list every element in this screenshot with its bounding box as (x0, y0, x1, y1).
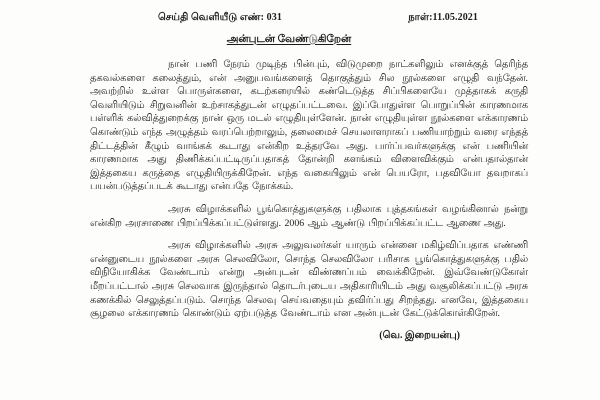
date-label: நாள்:11.05.2021 (408, 12, 478, 23)
document-title (90, 33, 488, 46)
document-header (90, 12, 528, 24)
signature: (வெ. இறையன்பு) (379, 329, 460, 341)
paragraph-3: அரசு விழாக்களில் அரசு அலுவலர்கள் யாரும் என்னை மகிழ்விப்பதாக எண்ணி என்னுடைய நூல்களை அரசு செலவிலோ, சொந்த செலவிலோ பரிசாக பூங்கொத்துகளுக்கு பதில் விநியோகிக்க வேண்டாம் என்று அன்புடன் விண்ணப்பம் வைக்கிறேன். இவ்வேண்டுகோள் மீறப்பட்டால் அரசு செலவாக இருந்தால் தொடர்புடைய அதிகாரியிடம் அது வசூலிக்கப்பட்டு அரசு கணக்கில் செலுத்தப்படும். சொந்த செலவு செய்வதையும் தவிர்ப்பது சிறந்தது. எனவே, இத்தகைய சூழலை எக்காரணம் கொண்டும் ஏற்படுத்த வேண்டாம் என அன்புடன் கேட்டுக்கொள்கிறேன். (90, 240, 528, 320)
document-title-text: அன்புடன் வேண்டுகிறேன் (226, 34, 352, 45)
paragraph-1: நான் பணி நேரம் முடிந்த பின்பும், விடுமுறை நாட்களிலும் எனக்குத் தெரிந்த தகவல்களை கலைத்தும், என் அனுபவங்களைத் தொகுத்தும் சில நூல்களை எழுதி வந்தேன். அவற்றில் உள்ள பொருள்களை, கடற்கரையில் கண்டெடுத்த சிப்பிகளையே முத்தாகக் கருதி வெளியிடும் சிறுவனின் உற்சாகத்துடன் எழுதப்பட்டவை. இப்போதுள்ள பொறுப்பின் காரணமாக பள்ளிக் கல்வித்துறைக்கு நான் ஒரு மடல் எழுதியுள்ளேன். நான் எழுதியுள்ள நூல்களை எக்காரணம் கொண்டும் எந்த அழுத்தம் வரப்பெற்றாலும், தலைமைச் செயலாளராகப் பணியாற்றும் வரை எந்தத் திட்டத்தின் கீழும் வாங்கக் கூடாது என்கிற உத்தரவே அது. பார்ப்பவர்களுக்கு என் பணியின் காரணமாக அது திணிக்கப்பட்டிருப்பதாகத் தோன்றி களங்கம் விளைவிக்கும் என்பதால்தான் இத்தகைய கருத்தை எழுதியிருக்கிறேன். எந்த வகையிலும் என் பெயரோ, பதவியோ தவறாகப் பயன்படுத்தப்படக் கூடாது என்பதே நோக்கம். (90, 59, 528, 193)
paragraph-2: அரசு விழாக்களில் பூங்கொத்துகளுக்கு பதிலாக புத்தகங்கள் வழங்கினால் நன்று என்கிற அரசாணை பிறப்பிக்கப்பட்டுள்ளது. 2006 ஆம் ஆண்டு பிறப்பிக்கப்பட்ட ஆணை அது. (90, 203, 528, 229)
release-number-label: செய்தி வெளியீடு எண்: 031 (158, 12, 282, 23)
